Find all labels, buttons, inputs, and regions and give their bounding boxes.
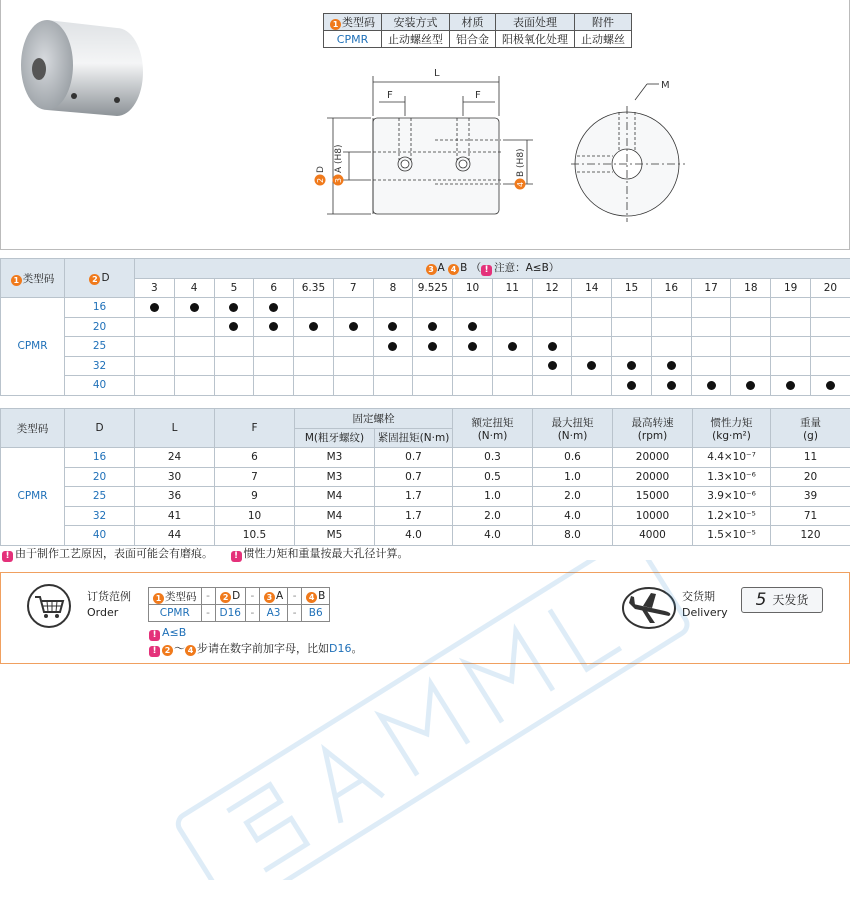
- dim-l-value: 44: [135, 526, 215, 546]
- empty-cell: [174, 317, 214, 337]
- dim-m-value: M3: [295, 448, 375, 468]
- available-dot: [214, 317, 254, 337]
- empty-cell: [572, 376, 612, 396]
- order-notes: [149, 625, 362, 657]
- empty-cell: [811, 298, 850, 318]
- bore-size-1: 4: [174, 278, 214, 298]
- dim-tight-value: 0.7: [375, 467, 453, 487]
- empty-cell: [532, 317, 572, 337]
- dim-h-m: M(粗牙螺纹): [295, 428, 375, 448]
- available-dot: [612, 356, 652, 376]
- dim-f2-label: F: [475, 90, 481, 101]
- available-dot: [214, 298, 254, 318]
- dim-rated-value: 0.5: [453, 467, 533, 487]
- product-panel: [0, 0, 850, 250]
- dim-speed-value: 15000: [613, 487, 693, 507]
- empty-cell: [413, 376, 453, 396]
- dim-max-value: 8.0: [533, 526, 613, 546]
- available-dot: [373, 337, 413, 357]
- dim-tight-value: 1.7: [375, 487, 453, 507]
- order-value-2: A3: [259, 605, 287, 622]
- table-row: [1, 376, 850, 396]
- dim-f1-label: F: [387, 90, 393, 101]
- empty-cell: [135, 317, 175, 337]
- dim-b-badge: 4: [516, 181, 525, 187]
- spec-value-surface: 阳极氧化处理: [496, 31, 575, 48]
- delivery-title: 交货期 Delivery: [682, 590, 728, 619]
- empty-cell: [294, 356, 334, 376]
- empty-cell: [453, 376, 493, 396]
- technical-drawing: [301, 60, 721, 240]
- empty-cell: [771, 337, 811, 357]
- sel-h-code: 1 类型码: [1, 259, 65, 298]
- dim-rated-value: 0.3: [453, 448, 533, 468]
- spec-header-mount: 安装方式: [382, 14, 450, 31]
- dim-f-value: 10.5: [215, 526, 295, 546]
- empty-cell: [612, 337, 652, 357]
- empty-cell: [294, 376, 334, 396]
- bore-size-7: 9.525: [413, 278, 453, 298]
- dim-l-value: 30: [135, 467, 215, 487]
- dim-inertia-value: 3.9×10⁻⁶: [693, 487, 771, 507]
- empty-cell: [731, 298, 771, 318]
- spec-value-accessory: 止动螺丝: [575, 31, 632, 48]
- empty-cell: [651, 298, 691, 318]
- dim-d-value: 32: [65, 506, 135, 526]
- table-row: [1, 337, 850, 357]
- empty-cell: [651, 337, 691, 357]
- empty-cell: [532, 298, 572, 318]
- order-dash: -: [288, 588, 302, 605]
- available-dot: [174, 298, 214, 318]
- empty-cell: [771, 298, 811, 318]
- empty-cell: [691, 356, 731, 376]
- dim-h-tight: 紧固扭矩(N·m): [375, 428, 453, 448]
- note-surface: ! 由于制作工艺原因，表面可能会有磨痕。: [2, 547, 213, 560]
- dim-m-value: M3: [295, 467, 375, 487]
- order-header-1: 2 D: [215, 588, 245, 605]
- empty-cell: [532, 376, 572, 396]
- empty-cell: [333, 356, 373, 376]
- bore-size-4: 6.35: [294, 278, 334, 298]
- dim-speed-value: 20000: [613, 467, 693, 487]
- dim-weight-value: 11: [771, 448, 850, 468]
- dim-inertia-value: 1.2×10⁻⁵: [693, 506, 771, 526]
- bore-size-17: 20: [811, 278, 850, 298]
- sel-h-ab: 3 A 4 B （ ! 注意：A≤B）: [135, 259, 850, 279]
- empty-cell: [651, 317, 691, 337]
- bore-size-13: 16: [651, 278, 691, 298]
- available-dot: [254, 317, 294, 337]
- dim-f-value: 6: [215, 448, 295, 468]
- bore-size-8: 10: [453, 278, 493, 298]
- dim-b-label: B (H8): [516, 148, 526, 177]
- available-dot: [413, 337, 453, 357]
- empty-cell: [214, 337, 254, 357]
- order-title: 订货范例 Order: [87, 590, 131, 619]
- empty-cell: [612, 298, 652, 318]
- available-dot: [294, 317, 334, 337]
- empty-cell: [811, 317, 850, 337]
- spec-value-mount: 止动螺丝型: [382, 31, 450, 48]
- available-dot: [651, 376, 691, 396]
- cart-icon: [26, 583, 72, 629]
- empty-cell: [691, 298, 731, 318]
- empty-cell: [612, 317, 652, 337]
- sel-h-d: 2 D: [65, 259, 135, 298]
- empty-cell: [492, 317, 532, 337]
- bore-size-10: 12: [532, 278, 572, 298]
- empty-cell: [413, 298, 453, 318]
- empty-cell: [731, 337, 771, 357]
- sel-d-value: 16: [65, 298, 135, 318]
- order-panel: [0, 572, 850, 664]
- sel-d-value: 20: [65, 317, 135, 337]
- available-dot: [532, 356, 572, 376]
- empty-cell: [333, 298, 373, 318]
- dim-d-value: 20: [65, 467, 135, 487]
- dim-f-value: 9: [215, 487, 295, 507]
- dim-h-weight: 重量 (g): [771, 409, 850, 448]
- dim-speed-value: 20000: [613, 448, 693, 468]
- dim-code: CPMR: [1, 448, 65, 546]
- available-dot: [373, 317, 413, 337]
- order-example-table: [148, 587, 330, 622]
- table-row: [1, 356, 850, 376]
- delivery-days-badge: 5 天发货: [741, 587, 823, 613]
- empty-cell: [254, 356, 294, 376]
- empty-cell: [731, 356, 771, 376]
- empty-cell: [691, 337, 731, 357]
- bore-size-0: 3: [135, 278, 175, 298]
- dim-max-value: 4.0: [533, 506, 613, 526]
- bore-selection-table: [0, 258, 850, 396]
- dim-d-label: D: [316, 166, 326, 173]
- order-value-0: CPMR: [149, 605, 202, 622]
- empty-cell: [174, 356, 214, 376]
- empty-cell: [174, 376, 214, 396]
- empty-cell: [333, 337, 373, 357]
- order-dash: -: [245, 605, 259, 622]
- bore-size-12: 15: [612, 278, 652, 298]
- order-note-prefix: ! 2 ～ 4 步请在数字前加字母，比如D16。: [149, 641, 362, 657]
- empty-cell: [135, 376, 175, 396]
- empty-cell: [572, 298, 612, 318]
- order-dash: -: [201, 588, 215, 605]
- available-dot: [532, 337, 572, 357]
- empty-cell: [811, 356, 850, 376]
- dim-speed-value: 4000: [613, 526, 693, 546]
- order-header-3: 4 B: [302, 588, 330, 605]
- dim-d-value: 40: [65, 526, 135, 546]
- spec-table: [323, 13, 632, 48]
- empty-cell: [135, 356, 175, 376]
- dim-d-value: 16: [65, 448, 135, 468]
- dim-weight-value: 71: [771, 506, 850, 526]
- dimension-table: [0, 408, 850, 546]
- dim-tight-value: 1.7: [375, 506, 453, 526]
- dim-d-value: 25: [65, 487, 135, 507]
- dim-l-value: 24: [135, 448, 215, 468]
- empty-cell: [214, 376, 254, 396]
- dim-l-label: L: [434, 68, 440, 79]
- empty-cell: [691, 317, 731, 337]
- bore-size-11: 14: [572, 278, 612, 298]
- order-dash: -: [201, 605, 215, 622]
- order-note-ab: ! A≤B: [149, 625, 362, 641]
- table-row: [1, 506, 850, 526]
- available-dot: [771, 376, 811, 396]
- sel-code: CPMR: [1, 298, 65, 396]
- dim-rated-value: 1.0: [453, 487, 533, 507]
- table-row: [1, 487, 850, 507]
- available-dot: [731, 376, 771, 396]
- empty-cell: [373, 356, 413, 376]
- order-dash: -: [245, 588, 259, 605]
- dim-max-value: 1.0: [533, 467, 613, 487]
- empty-cell: [572, 337, 612, 357]
- dim-a-label: A (H8): [334, 144, 344, 173]
- table-row: [1, 317, 850, 337]
- dim-weight-value: 39: [771, 487, 850, 507]
- sel-d-value: 25: [65, 337, 135, 357]
- available-dot: [333, 317, 373, 337]
- dim-h-rated: 额定扭矩 (N·m): [453, 409, 533, 448]
- empty-cell: [373, 376, 413, 396]
- empty-cell: [135, 337, 175, 357]
- empty-cell: [572, 317, 612, 337]
- empty-cell: [731, 317, 771, 337]
- empty-cell: [254, 376, 294, 396]
- empty-cell: [492, 298, 532, 318]
- available-dot: [135, 298, 175, 318]
- empty-cell: [771, 356, 811, 376]
- empty-cell: [453, 356, 493, 376]
- dim-h-speed: 最高转速 (rpm): [613, 409, 693, 448]
- available-dot: [453, 317, 493, 337]
- table-row: [1, 526, 850, 546]
- dim-h-d: D: [65, 409, 135, 448]
- bore-size-6: 8: [373, 278, 413, 298]
- empty-cell: [214, 356, 254, 376]
- empty-cell: [413, 356, 453, 376]
- dim-tight-value: 0.7: [375, 448, 453, 468]
- dim-l-value: 41: [135, 506, 215, 526]
- available-dot: [691, 376, 731, 396]
- available-dot: [453, 337, 493, 357]
- available-dot: [254, 298, 294, 318]
- dim-rated-value: 2.0: [453, 506, 533, 526]
- dim-m-value: M4: [295, 487, 375, 507]
- note-inertia: ! 惯性力矩和重量按最大孔径计算。: [231, 547, 409, 560]
- bore-size-15: 18: [731, 278, 771, 298]
- available-dot: [572, 356, 612, 376]
- dim-weight-value: 120: [771, 526, 850, 546]
- empty-cell: [294, 337, 334, 357]
- dim-inertia-value: 1.3×10⁻⁶: [693, 467, 771, 487]
- spec-header-material: 材质: [450, 14, 496, 31]
- order-dash: -: [288, 605, 302, 622]
- bore-size-9: 11: [492, 278, 532, 298]
- dim-m-label: M: [661, 80, 670, 91]
- order-header-2: 3 A: [259, 588, 287, 605]
- dim-inertia-value: 1.5×10⁻⁵: [693, 526, 771, 546]
- table-row: [1, 298, 850, 318]
- airplane-icon: [621, 585, 677, 631]
- empty-cell: [174, 337, 214, 357]
- spec-value-material: 铝合金: [450, 31, 496, 48]
- order-header-0: 1 类型码: [149, 588, 202, 605]
- dim-h-f: F: [215, 409, 295, 448]
- sel-d-value: 40: [65, 376, 135, 396]
- spec-header-accessory: 附件: [575, 14, 632, 31]
- dim-rated-value: 4.0: [453, 526, 533, 546]
- bore-size-16: 19: [771, 278, 811, 298]
- available-dot: [811, 376, 850, 396]
- spec-value-code: CPMR: [324, 31, 382, 48]
- dim-m-value: M5: [295, 526, 375, 546]
- available-dot: [612, 376, 652, 396]
- empty-cell: [254, 337, 294, 357]
- spec-header-surface: 表面处理: [496, 14, 575, 31]
- table-row: [1, 448, 850, 468]
- sel-d-value: 32: [65, 356, 135, 376]
- bore-size-5: 7: [333, 278, 373, 298]
- order-value-3: B6: [302, 605, 330, 622]
- notes: [2, 545, 423, 562]
- empty-cell: [294, 298, 334, 318]
- empty-cell: [373, 298, 413, 318]
- spec-header-code: 1 类型码: [324, 14, 382, 31]
- dim-l-value: 36: [135, 487, 215, 507]
- available-dot: [651, 356, 691, 376]
- dim-f-value: 7: [215, 467, 295, 487]
- empty-cell: [771, 317, 811, 337]
- dim-max-value: 2.0: [533, 487, 613, 507]
- table-row: [1, 467, 850, 487]
- dim-h-max: 最大扭矩 (N·m): [533, 409, 613, 448]
- available-dot: [492, 337, 532, 357]
- dim-h-inertia: 惯性力矩 (kg·m²): [693, 409, 771, 448]
- bore-size-3: 6: [254, 278, 294, 298]
- dim-d-badge: 2: [316, 177, 325, 183]
- dim-weight-value: 20: [771, 467, 850, 487]
- order-value-1: D16: [215, 605, 245, 622]
- bore-size-2: 5: [214, 278, 254, 298]
- empty-cell: [453, 298, 493, 318]
- dim-max-value: 0.6: [533, 448, 613, 468]
- dim-h-code: 类型码: [1, 409, 65, 448]
- dim-h-l: L: [135, 409, 215, 448]
- dim-f-value: 10: [215, 506, 295, 526]
- dim-inertia-value: 4.4×10⁻⁷: [693, 448, 771, 468]
- dim-h-screw: 固定螺栓: [295, 409, 453, 429]
- dim-speed-value: 10000: [613, 506, 693, 526]
- empty-cell: [811, 337, 850, 357]
- bore-size-14: 17: [691, 278, 731, 298]
- available-dot: [413, 317, 453, 337]
- dim-tight-value: 4.0: [375, 526, 453, 546]
- dim-a-badge: 3: [334, 177, 343, 183]
- dim-m-value: M4: [295, 506, 375, 526]
- coupling-photo: [9, 14, 149, 124]
- empty-cell: [333, 376, 373, 396]
- empty-cell: [492, 376, 532, 396]
- empty-cell: [492, 356, 532, 376]
